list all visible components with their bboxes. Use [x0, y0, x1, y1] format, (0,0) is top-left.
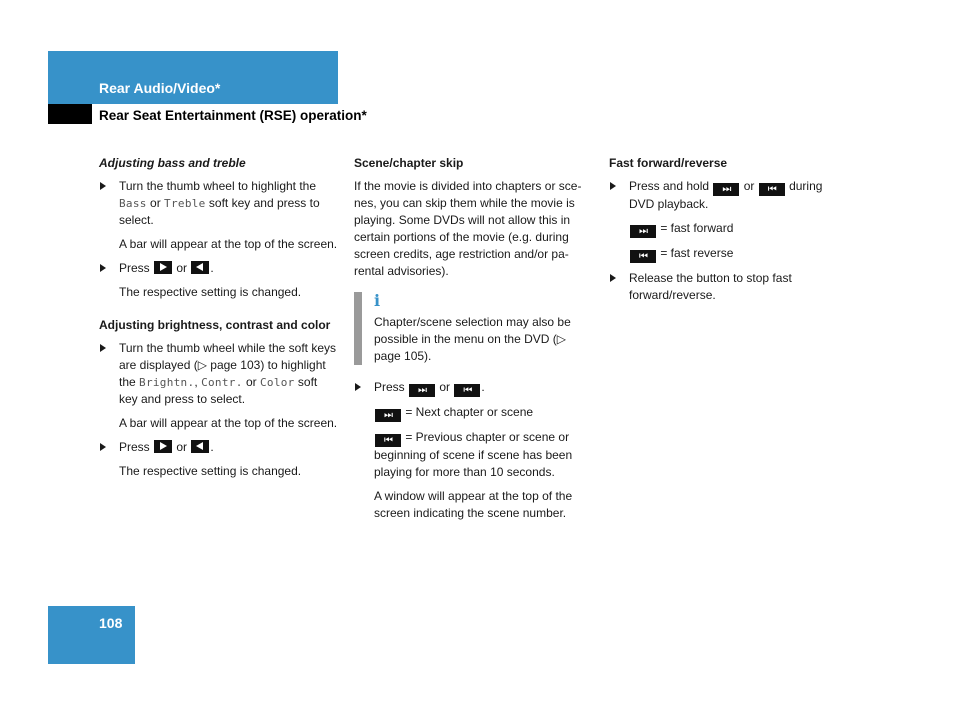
note-text: Chapter/scene selection may also be possible in the menu on the DVD (▷ page 105).	[374, 315, 571, 363]
skip-forward-key-icon: ⏭	[630, 225, 656, 238]
subsection-title: Rear Seat Entertainment (RSE) operation*	[99, 108, 367, 123]
skip-forward-key-icon: ⏭	[713, 183, 739, 196]
step-bass-treble	[99, 178, 339, 229]
result-text: The respective setting is changed.	[119, 464, 302, 478]
bullet-arrow-icon	[355, 383, 361, 391]
step-text: soft key and press to select.	[119, 375, 318, 406]
step-text: Press	[374, 380, 409, 394]
column-left	[99, 155, 339, 487]
softkey-color: Color	[259, 376, 295, 389]
column-right	[609, 155, 849, 311]
info-icon: i	[374, 291, 381, 310]
step-press-skip	[354, 379, 594, 397]
left-arrow-key-icon	[191, 261, 209, 274]
heading-brightness: Adjusting brightness, contrast and color	[99, 318, 331, 332]
step-text: Press	[119, 440, 154, 454]
skip-back-key-icon: ⏮	[375, 434, 401, 447]
definition-text: = fast forward	[657, 221, 734, 235]
step-text: ,	[194, 375, 202, 389]
heading-scene-skip: Scene/chapter skip	[354, 156, 464, 170]
bullet-arrow-icon	[100, 344, 106, 352]
bullet-arrow-icon	[100, 443, 106, 451]
step-text: Turn the thumb wheel to highlight the	[119, 179, 317, 193]
result-text: A window will appear at the top of the screen indicating the scene number.	[374, 489, 573, 520]
column-middle	[354, 155, 594, 529]
step-text: or	[242, 375, 260, 389]
bullet-arrow-icon	[100, 182, 106, 190]
step-press-arrows	[99, 260, 339, 277]
step-text: Press and hold	[629, 179, 713, 193]
step-text: Press	[119, 261, 154, 275]
skip-back-key-icon: ⏮	[454, 384, 480, 397]
skip-back-key-icon: ⏮	[630, 250, 656, 263]
info-note	[354, 292, 594, 365]
definition-prev	[354, 429, 594, 481]
softkey-treble: Treble	[164, 197, 206, 210]
definition-text: = Next chapter or scene	[402, 405, 534, 419]
right-arrow-key-icon	[154, 440, 172, 453]
definition-fr	[609, 245, 849, 263]
definition-ff	[609, 220, 849, 238]
step-text: soft key and press to select.	[119, 196, 320, 227]
step-text: Turn the thumb wheel while the soft keys are displayed (▷ page 103) to highlight the	[119, 341, 336, 389]
definition-next	[354, 404, 594, 422]
step-text: .	[210, 440, 214, 454]
paragraph: If the movie is divided into chapters or sce-nes, you can skip them while the movie is playing. Some DVDs will not allow this in certain portions of the movie (e.g. during screen credits, age restriction and/or pa-rental advisories).	[354, 179, 582, 278]
step-text: or	[740, 179, 758, 193]
left-arrow-key-icon	[191, 440, 209, 453]
section-marker	[48, 104, 92, 124]
step-press-arrows	[99, 439, 339, 456]
step-text: or	[173, 440, 191, 454]
page-number: 108	[99, 615, 123, 631]
skip-forward-key-icon: ⏭	[375, 409, 401, 422]
step-text: Release the button to stop fast forward/reverse.	[629, 271, 792, 302]
skip-forward-key-icon: ⏭	[409, 384, 435, 397]
step-text: .	[210, 261, 214, 275]
section-title: Rear Audio/Video*	[99, 80, 221, 96]
softkey-contr: Contr.	[201, 376, 243, 389]
result-text: The respective setting is changed.	[119, 285, 302, 299]
softkey-brightn: Brightn.	[139, 376, 195, 389]
bullet-arrow-icon	[610, 274, 616, 282]
step-text: or	[146, 196, 165, 210]
step-release	[609, 270, 849, 304]
step-press-hold	[609, 178, 849, 213]
result-text: A bar will appear at the top of the screen.	[119, 237, 338, 251]
note-bar	[354, 292, 362, 365]
step-brightness	[99, 340, 339, 408]
softkey-bass: Bass	[119, 197, 147, 210]
heading-bass-treble: Adjusting bass and treble	[99, 156, 246, 170]
bullet-arrow-icon	[610, 182, 616, 190]
step-text: or	[436, 380, 454, 394]
bullet-arrow-icon	[100, 264, 106, 272]
step-text: or	[173, 261, 191, 275]
heading-fast-forward: Fast forward/reverse	[609, 156, 728, 170]
header-banner	[48, 51, 338, 104]
definition-text: = Previous chapter or scene or beginning of scene if scene has been playing for more than 10 seconds.	[374, 430, 573, 479]
definition-text: = fast reverse	[657, 246, 734, 260]
step-text: .	[481, 380, 485, 394]
skip-back-key-icon: ⏮	[759, 183, 785, 196]
result-text: A bar will appear at the top of the screen.	[119, 416, 338, 430]
step-text: during DVD playback.	[629, 179, 823, 211]
right-arrow-key-icon	[154, 261, 172, 274]
